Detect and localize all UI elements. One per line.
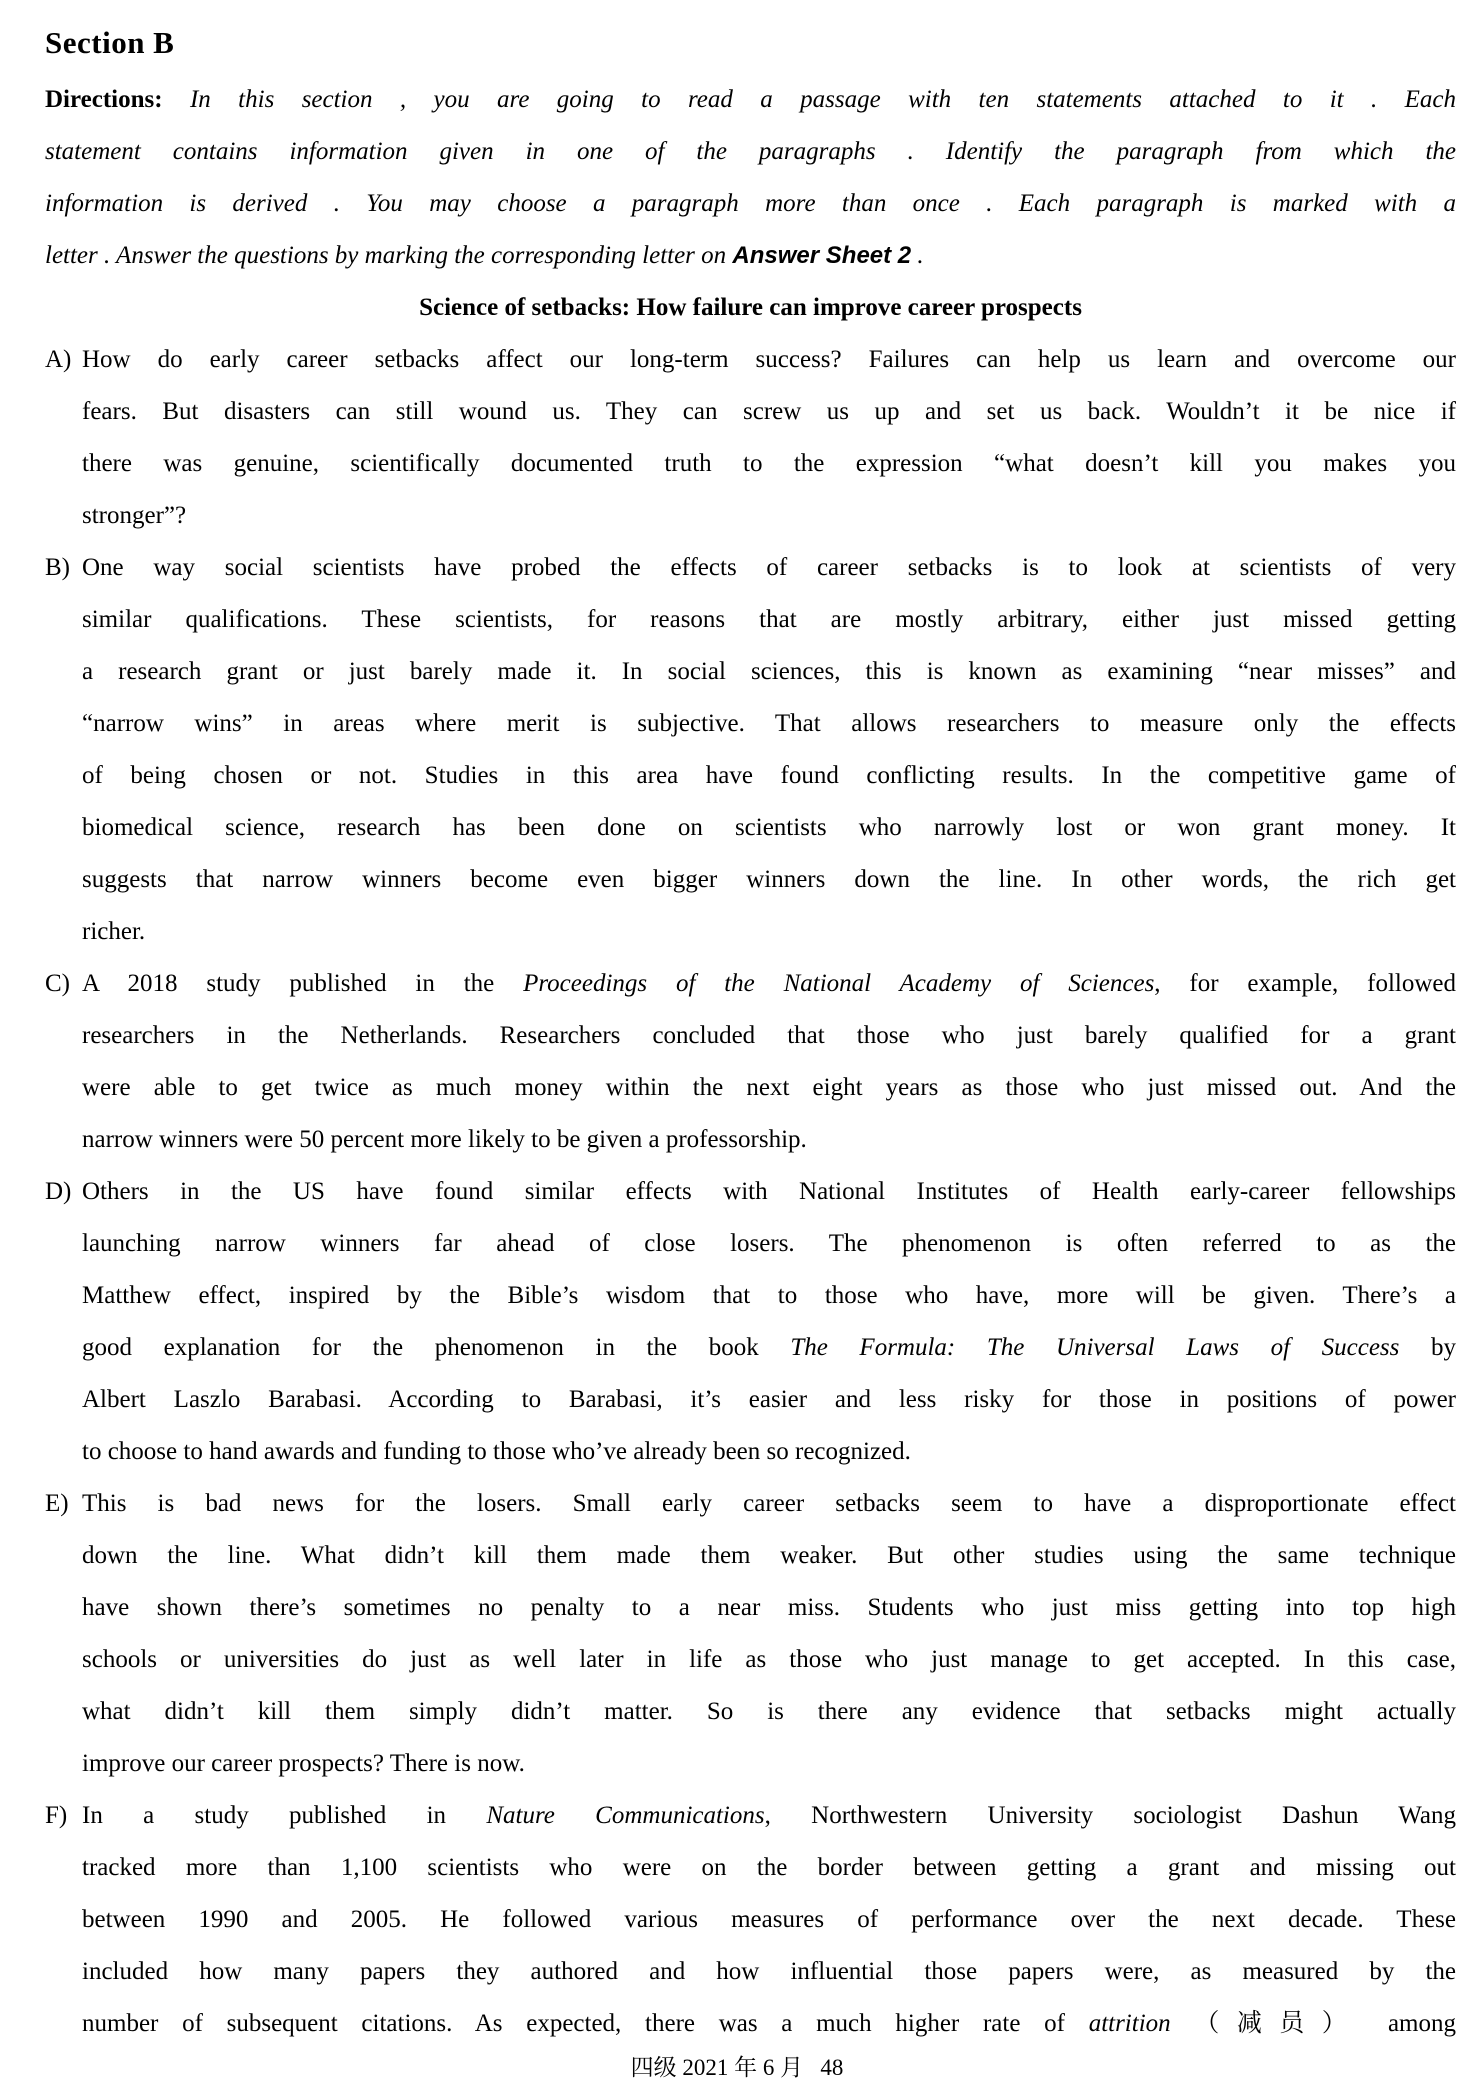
text: similar qualifications. These scientists, for reasons that are mostly arbitrary, either just missed getting bbox=[82, 606, 1456, 633]
text: （减员） among bbox=[1170, 2010, 1456, 2037]
italic-text: attrition bbox=[1088, 2010, 1171, 2037]
text: what didn’t kill them simply didn’t matter. So is there any evidence that setbacks might actually bbox=[82, 1698, 1456, 1725]
text: included how many papers they authored and how influential those papers were, as measured by the bbox=[82, 1958, 1456, 1985]
text: “narrow wins” in areas where merit is subjective. That allows researchers to measure only the effects bbox=[82, 710, 1456, 737]
text-line bbox=[82, 1738, 1456, 1790]
passage-paragraphs bbox=[45, 334, 1456, 2050]
text-line bbox=[82, 1634, 1456, 1686]
text-line bbox=[82, 958, 1456, 1010]
paragraph-label: C) bbox=[45, 970, 70, 997]
passage-paragraph-f bbox=[45, 1790, 1456, 2050]
page-footer: 四级 2021 年 6 月 48 bbox=[630, 2055, 844, 2080]
text-line bbox=[82, 386, 1456, 438]
text: a research grant or just barely made it. In social sciences, this is known as examining “near misses” and bbox=[82, 658, 1456, 685]
text: between 1990 and 2005. He followed various measures of performance over the next decade. These bbox=[82, 1906, 1456, 1933]
section-heading: Section B bbox=[45, 25, 175, 60]
text: stronger”? bbox=[82, 502, 187, 529]
text: there was genuine, scientifically documented truth to the expression “what doesn’t kill you makes you bbox=[82, 450, 1456, 477]
text: In this section , you are going to read a passage with ten statements attached to it . Each bbox=[189, 86, 1456, 113]
text: This is bad news for the losers. Small early career setbacks seem to have a disproportionate effect bbox=[82, 1490, 1456, 1517]
text: Others in the US have found similar effects with National Institutes of Health early-career fellowships bbox=[82, 1178, 1456, 1205]
text-line bbox=[82, 1686, 1456, 1738]
italic-text: Nature Communications bbox=[486, 1802, 765, 1829]
text-line bbox=[82, 1374, 1456, 1426]
text-line bbox=[82, 1894, 1456, 1946]
text: How do early career setbacks affect our long-term success? Failures can help us learn and overcome our bbox=[82, 346, 1456, 373]
passage-paragraph-a bbox=[45, 334, 1456, 542]
paragraph-label: B) bbox=[45, 554, 70, 581]
text: A 2018 study published in the bbox=[82, 970, 524, 997]
answer-sheet-ref: Answer Sheet 2 bbox=[732, 242, 912, 269]
text-line bbox=[82, 1114, 1456, 1166]
text-line bbox=[45, 178, 1456, 230]
text: richer. bbox=[82, 918, 146, 945]
passage-paragraph-d bbox=[45, 1166, 1456, 1478]
paragraph-label: A) bbox=[45, 346, 72, 373]
text: , for example, followed bbox=[1154, 970, 1457, 997]
text: fears. But disasters can still wound us. They can screw us up and set us back. Wouldn’t it be nice if bbox=[82, 398, 1456, 425]
text-line bbox=[82, 854, 1456, 906]
text-line bbox=[82, 802, 1456, 854]
paragraph-label: D) bbox=[45, 1178, 72, 1205]
text: have shown there’s sometimes no penalty to a near miss. Students who just miss getting into top high bbox=[82, 1594, 1456, 1621]
text-line bbox=[82, 906, 1456, 958]
text: Matthew effect, inspired by the Bible’s wisdom that to those who have, more will be given. There’s a bbox=[82, 1282, 1456, 1309]
text-line bbox=[82, 438, 1456, 490]
text-line bbox=[82, 1166, 1456, 1218]
text: researchers in the Netherlands. Researchers concluded that those who just barely qualified for a grant bbox=[82, 1022, 1456, 1049]
passage-paragraph-c bbox=[45, 958, 1456, 1166]
text: letter . Answer the questions by marking the corresponding letter on bbox=[45, 242, 733, 269]
text: , Northwestern University sociologist Dashun Wang bbox=[764, 1802, 1456, 1829]
text: to choose to hand awards and funding to those who’ve already been so recognized. bbox=[82, 1438, 911, 1465]
paragraph-lines bbox=[82, 334, 1456, 542]
text: suggests that narrow winners become even bigger winners down the line. In other words, the rich get bbox=[82, 866, 1456, 893]
text-line bbox=[82, 1218, 1456, 1270]
text-line bbox=[82, 542, 1456, 594]
text-line bbox=[82, 1010, 1456, 1062]
text-line bbox=[82, 646, 1456, 698]
text: tracked more than 1,100 scientists who were on the border between getting a grant and missing out bbox=[82, 1854, 1456, 1881]
text: statement contains information given in one of the paragraphs . Identify the paragraph from which the bbox=[45, 138, 1456, 165]
text: number of subsequent citations. As expected, there was a much higher rate of bbox=[82, 2010, 1089, 2037]
paragraph-label: E) bbox=[45, 1490, 69, 1517]
text-line bbox=[82, 1582, 1456, 1634]
text-line bbox=[82, 750, 1456, 802]
italic-text: Proceedings of the National Academy of Sciences bbox=[523, 970, 1155, 997]
text-line bbox=[82, 1790, 1456, 1842]
paragraph-lines bbox=[82, 1478, 1456, 1790]
text: schools or universities do just as well later in life as those who just manage to get accepted. In this case, bbox=[82, 1646, 1456, 1673]
text: were able to get twice as much money within the next eight years as those who just missed out. And the bbox=[82, 1074, 1456, 1101]
text-line bbox=[45, 230, 1456, 282]
paragraph-lines bbox=[82, 542, 1456, 958]
directions-block bbox=[45, 74, 1456, 282]
passage-paragraph-b bbox=[45, 542, 1456, 958]
bold-text: Directions: bbox=[45, 86, 190, 113]
text-line bbox=[82, 1946, 1456, 1998]
paragraph-label: F) bbox=[45, 1802, 68, 1829]
italic-text: The Formula: The Universal Laws of Success bbox=[790, 1334, 1400, 1361]
text-line bbox=[82, 1426, 1456, 1478]
text-line bbox=[82, 1478, 1456, 1530]
text: good explanation for the phenomenon in the book bbox=[82, 1334, 791, 1361]
text-line bbox=[82, 1322, 1456, 1374]
text-line bbox=[82, 490, 1456, 542]
text: down the line. What didn’t kill them made them weaker. But other studies using the same technique bbox=[82, 1542, 1456, 1569]
paragraph-lines bbox=[82, 1790, 1456, 2050]
text-line bbox=[82, 334, 1456, 386]
text: by bbox=[1399, 1334, 1456, 1361]
text-line bbox=[82, 1062, 1456, 1114]
paragraph-lines bbox=[82, 958, 1456, 1166]
text: narrow winners were 50 percent more likely to be given a professorship. bbox=[82, 1126, 807, 1153]
paragraph-lines bbox=[82, 1166, 1456, 1478]
text: launching narrow winners far ahead of close losers. The phenomenon is often referred to as the bbox=[82, 1230, 1456, 1257]
exam-page-content bbox=[45, 26, 1456, 2050]
text-line bbox=[45, 74, 1456, 126]
text-line bbox=[82, 1842, 1456, 1894]
text-line bbox=[82, 594, 1456, 646]
text: One way social scientists have probed the effects of career setbacks is to look at scientists of very bbox=[82, 554, 1456, 581]
text-line bbox=[82, 1270, 1456, 1322]
text: . bbox=[911, 242, 924, 269]
text-line bbox=[82, 1998, 1456, 2050]
text: In a study published in bbox=[82, 1802, 487, 1829]
text-line bbox=[82, 1530, 1456, 1582]
text: information is derived . You may choose a paragraph more than once . Each paragraph is marked with a bbox=[45, 190, 1456, 217]
text: of being chosen or not. Studies in this area have found conflicting results. In the competitive game of bbox=[82, 762, 1456, 789]
passage-paragraph-e bbox=[45, 1478, 1456, 1790]
text-line bbox=[45, 126, 1456, 178]
text-line bbox=[82, 698, 1456, 750]
text: biomedical science, research has been done on scientists who narrowly lost or won grant money. It bbox=[82, 814, 1456, 841]
passage-title: Science of setbacks: How failure can improve career prospects bbox=[419, 294, 1082, 321]
text: Albert Laszlo Barabasi. According to Barabasi, it’s easier and less risky for those in positions of power bbox=[82, 1386, 1456, 1413]
text: improve our career prospects? There is now. bbox=[82, 1750, 525, 1777]
